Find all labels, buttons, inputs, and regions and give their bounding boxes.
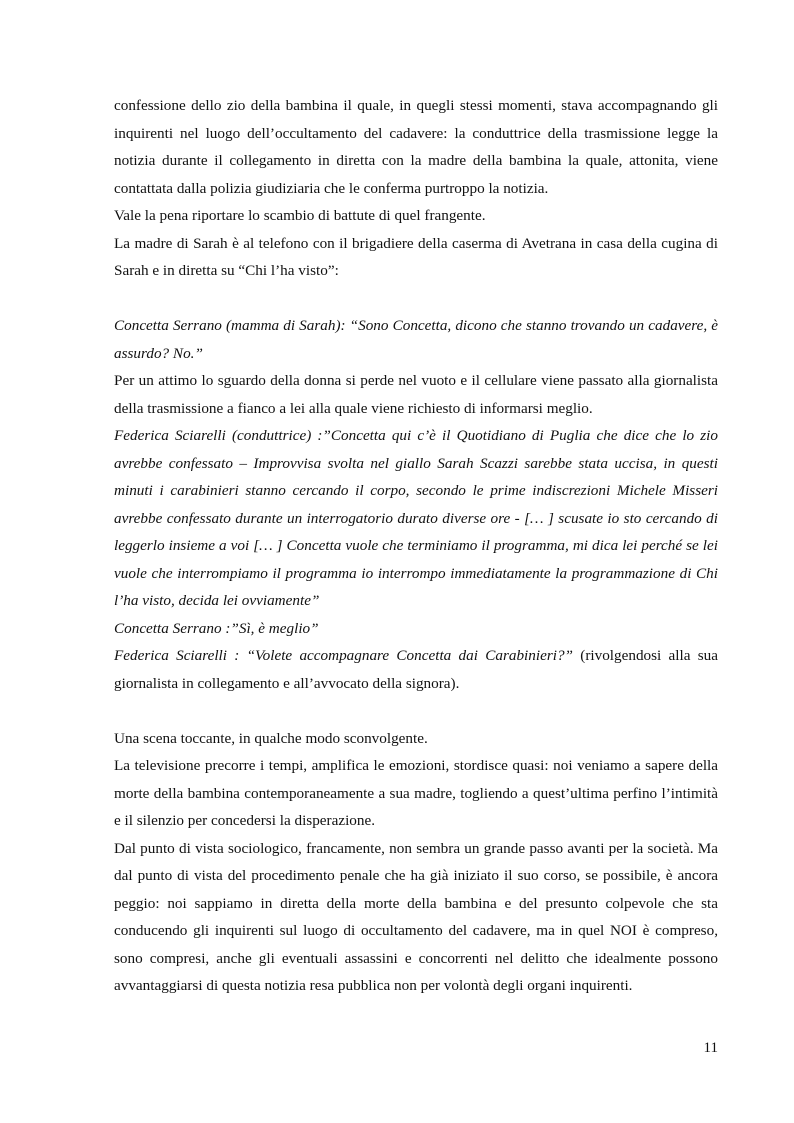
body-text — [114, 92, 718, 1000]
quote-sciarelli-1: Federica Sciarelli (conduttrice) :”Concetta qui c’è il Quotidiano di Puglia che dice che lo zio avrebbe confessato – Improvvisa svolta nel giallo Sarah Scazzi sarebbe stata uccisa, in questi minuti i carabinieri stanno cercando il corpo, secondo le prime indiscrezioni Michele Misseri avrebbe confessato durante un interrogatorio durato diverse ore - [… ] scusate io sto cercando di leggerlo insieme a voi [… ] Concetta vuole che terminiamo il programma, mi dica lei perché se lei vuole che interrompiamo il programma io interrompo immediatamente la programmazione di Chi l’ha visto, decida lei ovviamente” — [114, 427, 718, 609]
page-number: 11 — [703, 1040, 718, 1056]
quote-sciarelli-2 — [114, 642, 718, 697]
paragraph-2: Vale la pena riportare lo scambio di battute di quel frangente. — [114, 207, 486, 224]
paragraph-3: La madre di Sarah è al telefono con il brigadiere della caserma di Avetrana in casa della cugina di Sarah e in diretta su “Chi l’ha visto”: — [114, 234, 718, 279]
quote-concetta-1: Concetta Serrano (mamma di Sarah): “Sono Concetta, dicono che stanno trovando un cadavere, è assurdo? No.” — [114, 317, 718, 362]
blank-line — [114, 285, 718, 313]
paragraph-sociology: Dal punto di vista sociologico, francamente, non sembra un grande passo avanti per la società. Ma dal punto di vista del procedimento penale che ha già iniziato il suo corso, se possibile, è ancora peggio: noi sappiamo in diretta della morte della bambina e del presunto colpevole che sta conducendo gli inquirenti sul luogo di occultamento del cadavere, ma in quel NOI è compreso, sono compresi, anche gli eventuali assassini e concorrenti nel delitto che idealmente possono avvantaggiarsi di questa notizia resa pubblica non per volontà degli organi inquirenti. — [114, 839, 718, 994]
paragraph-scene: Una scena toccante, in qualche modo sconvolgente. — [114, 729, 428, 747]
quote-sciarelli-2-normal: (rivolgendosi alla sua giornalista in collegamento e all’avvocato della signora). — [114, 647, 718, 692]
quote-concetta-2: Concetta Serrano :”Sì, è meglio” — [114, 619, 319, 637]
paragraph-television: La televisione precorre i tempi, amplifica le emozioni, stordisce quasi: noi veniamo a sapere della morte della bambina contemporaneamente a sua madre, togliendo a quest’ultima perfino l’intimità e il silenzio per concedersi la disperazione. — [114, 757, 718, 829]
quote-sciarelli-2-italic: Federica Sciarelli : “Volete accompagnare Concetta dai Carabinieri?” — [114, 647, 573, 664]
paragraph-1: confessione dello zio della bambina il quale, in quegli stessi momenti, stava accompagnando gli inquirenti nel luogo dell’occultamento del cadavere: la conduttrice della trasmissione legge la notizia durante il collegamento in diretta con la madre della bambina la quale, attonita, viene contattata dalla polizia giudiziaria che le conferma purtroppo la notizia. — [114, 97, 718, 197]
paragraph-narration: Per un attimo lo sguardo della donna si perde nel vuoto e il cellulare viene passato alla giornalista della trasmissione a fianco a lei alla quale viene richiesto di informarsi meglio. — [114, 372, 718, 417]
blank-line — [114, 697, 718, 725]
